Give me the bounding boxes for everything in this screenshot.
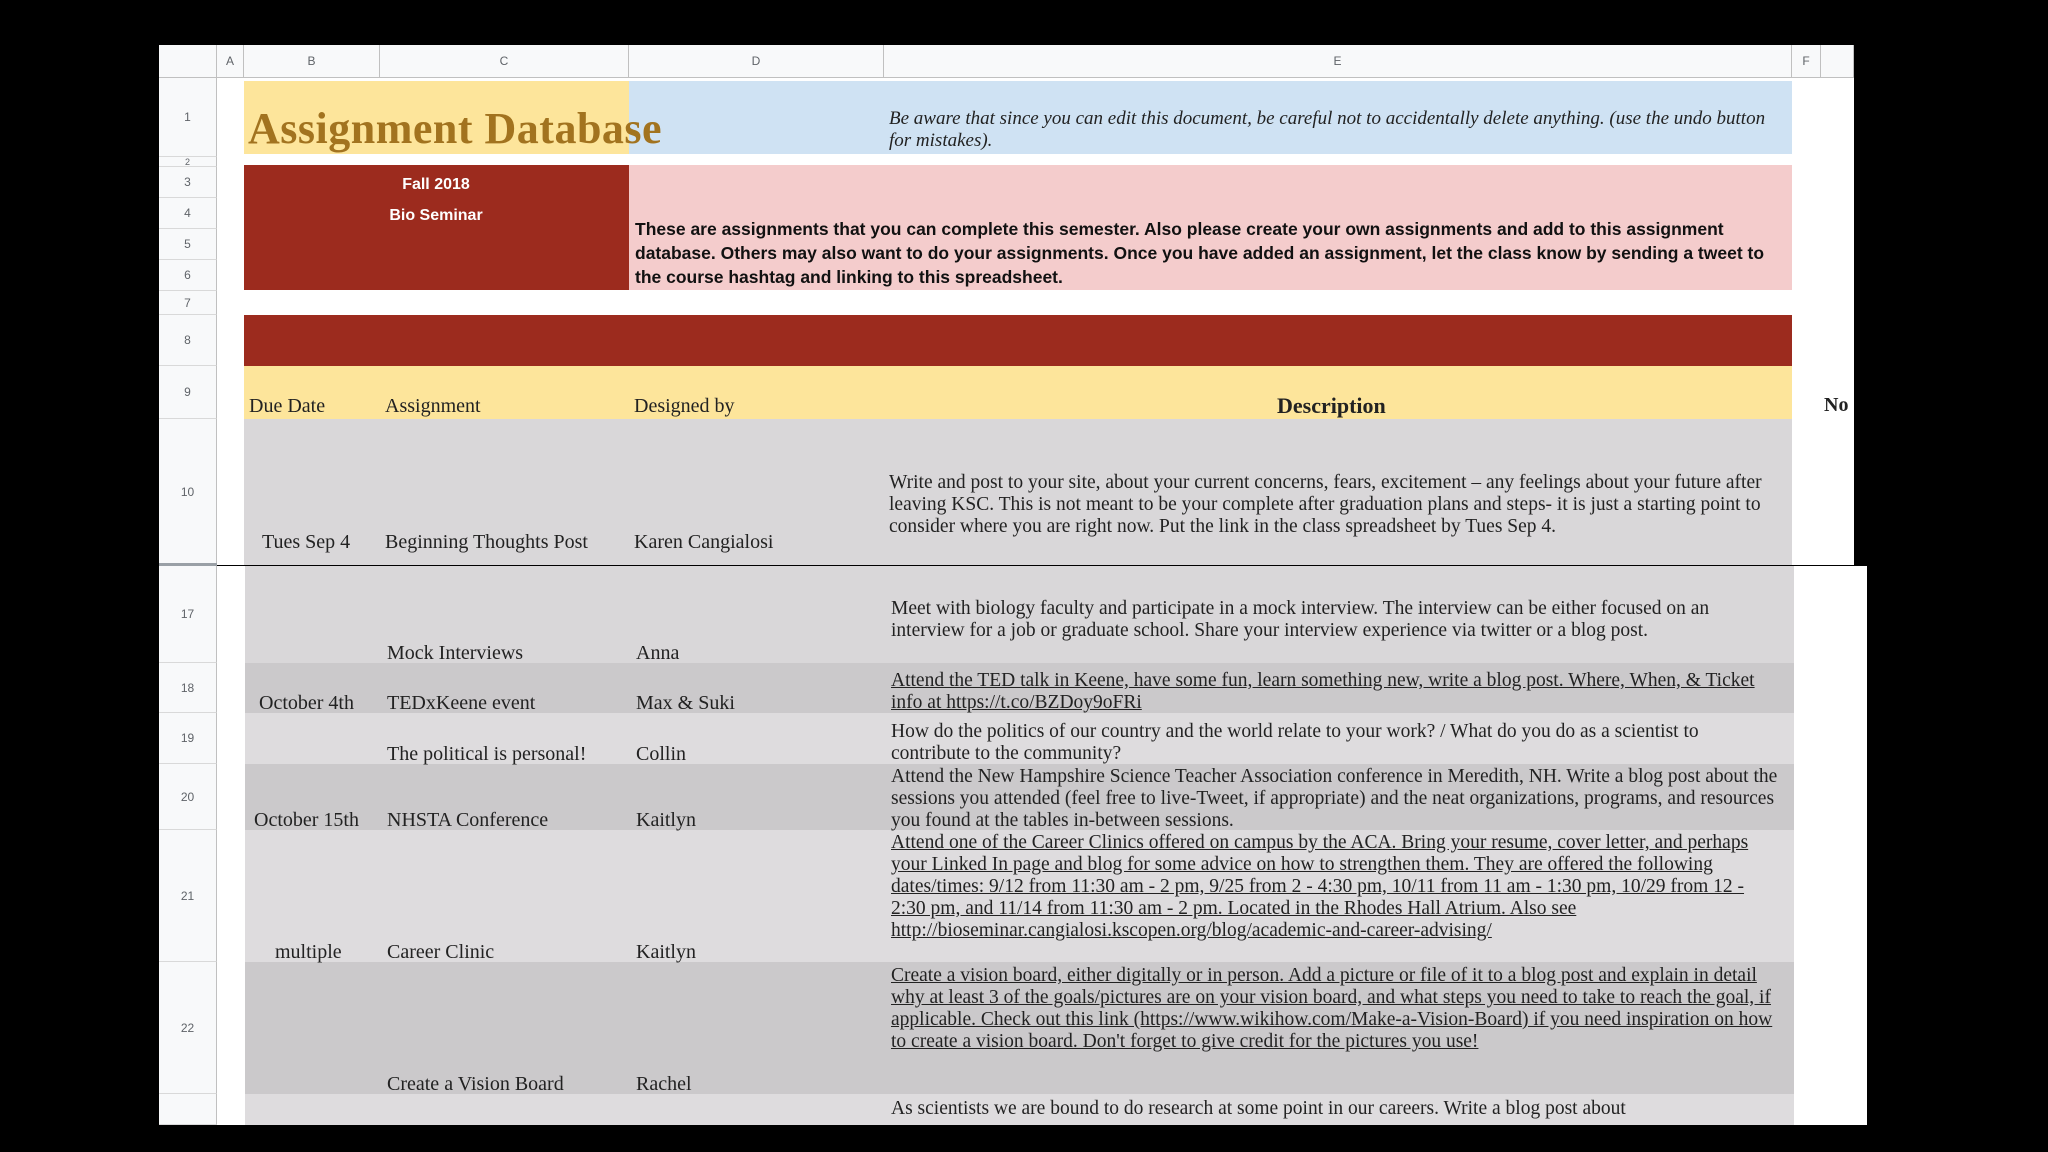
course-term: Fall 2018: [402, 176, 470, 193]
corner-select-all[interactable]: [159, 45, 217, 78]
designer-cell[interactable]: Karen Cangialosi: [634, 531, 774, 553]
row-header-19[interactable]: 19: [159, 713, 217, 764]
spreadsheet-top-pane: [159, 45, 1854, 565]
row-header-1[interactable]: 1: [159, 78, 217, 157]
description-cell[interactable]: Attend the New Hampshire Science Teacher Association conference in Meredith, NH. Write a blog post about the sessions you attended (feel free to live-Tweet, if appropriate) and the neat organizations, programs, and resources you found at the tables in-between sessions.: [891, 766, 1778, 831]
header-designed-by: Designed by: [634, 395, 735, 417]
assignment-cell[interactable]: Career Clinic: [387, 941, 495, 963]
row-header-20[interactable]: 20: [159, 764, 217, 830]
row-header-23[interactable]: [159, 1094, 217, 1125]
due-date-cell[interactable]: Tues Sep 4: [262, 531, 351, 553]
header-divider-band: [244, 315, 1792, 366]
header-description: Description: [1277, 393, 1386, 418]
description-cell[interactable]: Write and post to your site, about your current concerns, fears, excitement – any feelings about your future after leaving KSC. This is not meant to be your complete after graduation plans and steps- it is just a starting point to consider where you are right now. Put the link in the class spreadsheet by Tues Sep 4.: [889, 472, 1762, 537]
assignment-cell[interactable]: Beginning Thoughts Post: [385, 531, 588, 553]
row-header-17[interactable]: 17: [159, 566, 217, 663]
assignment-cell[interactable]: The political is personal!: [387, 743, 587, 765]
header-due-date: Due Date: [249, 395, 326, 417]
designer-cell[interactable]: Kaitlyn: [636, 809, 696, 831]
page-title: Assignment Database: [248, 104, 663, 153]
assignment-cell[interactable]: NHSTA Conference: [387, 809, 549, 831]
column-header-blank: [1821, 45, 1854, 78]
assignment-cell[interactable]: Create a Vision Board: [387, 1073, 564, 1095]
designer-cell[interactable]: Max & Suki: [636, 692, 735, 714]
column-header-e[interactable]: E: [884, 45, 1792, 78]
description-link-cell[interactable]: Create a vision board, either digitally or in person. Add a picture or file of it to a blog post and explain in detail why at least 3 of the goals/pictures are on your vision board, and what steps you need to take to reach the goal, if applicable. Check out this link (https://www.wikihow.com/Make-a-Vision-Board) if you need inspiration on how to create a vision board. Don't forget to give credit for the pictures you use!: [891, 965, 1773, 1052]
assignment-cell[interactable]: Mock Interviews: [387, 642, 524, 664]
column-header-d[interactable]: D: [629, 45, 884, 78]
row-header-9[interactable]: 9: [159, 366, 217, 419]
due-date-cell[interactable]: October 15th: [254, 809, 359, 831]
designer-cell[interactable]: Kaitlyn: [636, 941, 696, 963]
row-header-3[interactable]: 3: [159, 167, 217, 198]
designer-cell[interactable]: Anna: [636, 642, 680, 664]
row-header-2[interactable]: 2: [159, 157, 217, 167]
spreadsheet-bottom-pane: [159, 566, 1867, 1125]
due-date-cell[interactable]: October 4th: [259, 692, 354, 714]
row-header-18[interactable]: 18: [159, 663, 217, 713]
row-header-10[interactable]: 10: [159, 419, 217, 565]
column-header-f[interactable]: F: [1792, 45, 1821, 78]
description-cell[interactable]: As scientists we are bound to do research at some point in our careers. Write a blog post about: [891, 1098, 1626, 1119]
row-header-4[interactable]: 4: [159, 198, 217, 229]
row-header-5[interactable]: 5: [159, 229, 217, 260]
designer-cell[interactable]: Collin: [636, 743, 687, 765]
due-date-cell[interactable]: multiple: [275, 941, 342, 963]
assignment-cell[interactable]: TEDxKeene event: [387, 692, 536, 714]
intro-text: These are assignments that you can complete this semester. Also please create your own assignments and add to this assignment database. Others may also want to do your assignments. Once you have added an assignment, let the class know by sending a tweet to the course hashtag and linking to this spreadsheet.: [635, 219, 1765, 287]
description-link-cell[interactable]: Attend one of the Career Clinics offered on campus by the ACA. Bring your resume, cover letter, and perhaps your Linked In page and blog for some advice on how to strengthen them. They are offered the following dates/times: 9/12 from 11:30 am - 2 pm, 9/25 from 2 - 4:30 pm, 10/11 from 11 am - 1:30 pm, 10/29 from 12 - 2:30 pm, and 11/14 from 11:30 am - 2 pm. Located in the Rhodes Hall Atrium. Also see http://bioseminar.cangialosi.kscopen.org/blog/academic-and-career-advising/: [891, 832, 1749, 941]
edit-warning-note: Be aware that since you can edit this document, be careful not to accidentally delete anything. (use the undo button for mistakes).: [889, 108, 1766, 151]
description-link-cell[interactable]: Attend the TED talk in Keene, have some fun, learn something new, write a blog post. Where, When, & Ticket info at https://t.co/BZDoy9oFRi: [891, 670, 1755, 713]
row-header-7[interactable]: 7: [159, 291, 217, 315]
row-header-21[interactable]: 21: [159, 830, 217, 962]
description-cell[interactable]: How do the politics of our country and the world relate to your work? / What do you do as a scientist to contribute to the community?: [891, 721, 1699, 764]
row-header-8[interactable]: 8: [159, 315, 217, 366]
header-notes: No: [1824, 394, 1849, 416]
designer-cell[interactable]: Rachel: [636, 1073, 692, 1095]
column-header-b[interactable]: B: [244, 45, 380, 78]
row-header-22[interactable]: 22: [159, 962, 217, 1094]
column-header-c[interactable]: C: [380, 45, 629, 78]
column-header-a[interactable]: A: [217, 45, 244, 78]
row-header-6[interactable]: 6: [159, 260, 217, 291]
course-name: Bio Seminar: [389, 207, 483, 224]
description-cell[interactable]: Meet with biology faculty and participate in a mock interview. The interview can be either focused on an interview for a job or graduate school. Share your interview experience via twitter or a blog post.: [891, 598, 1710, 641]
header-assignment: Assignment: [385, 395, 481, 417]
